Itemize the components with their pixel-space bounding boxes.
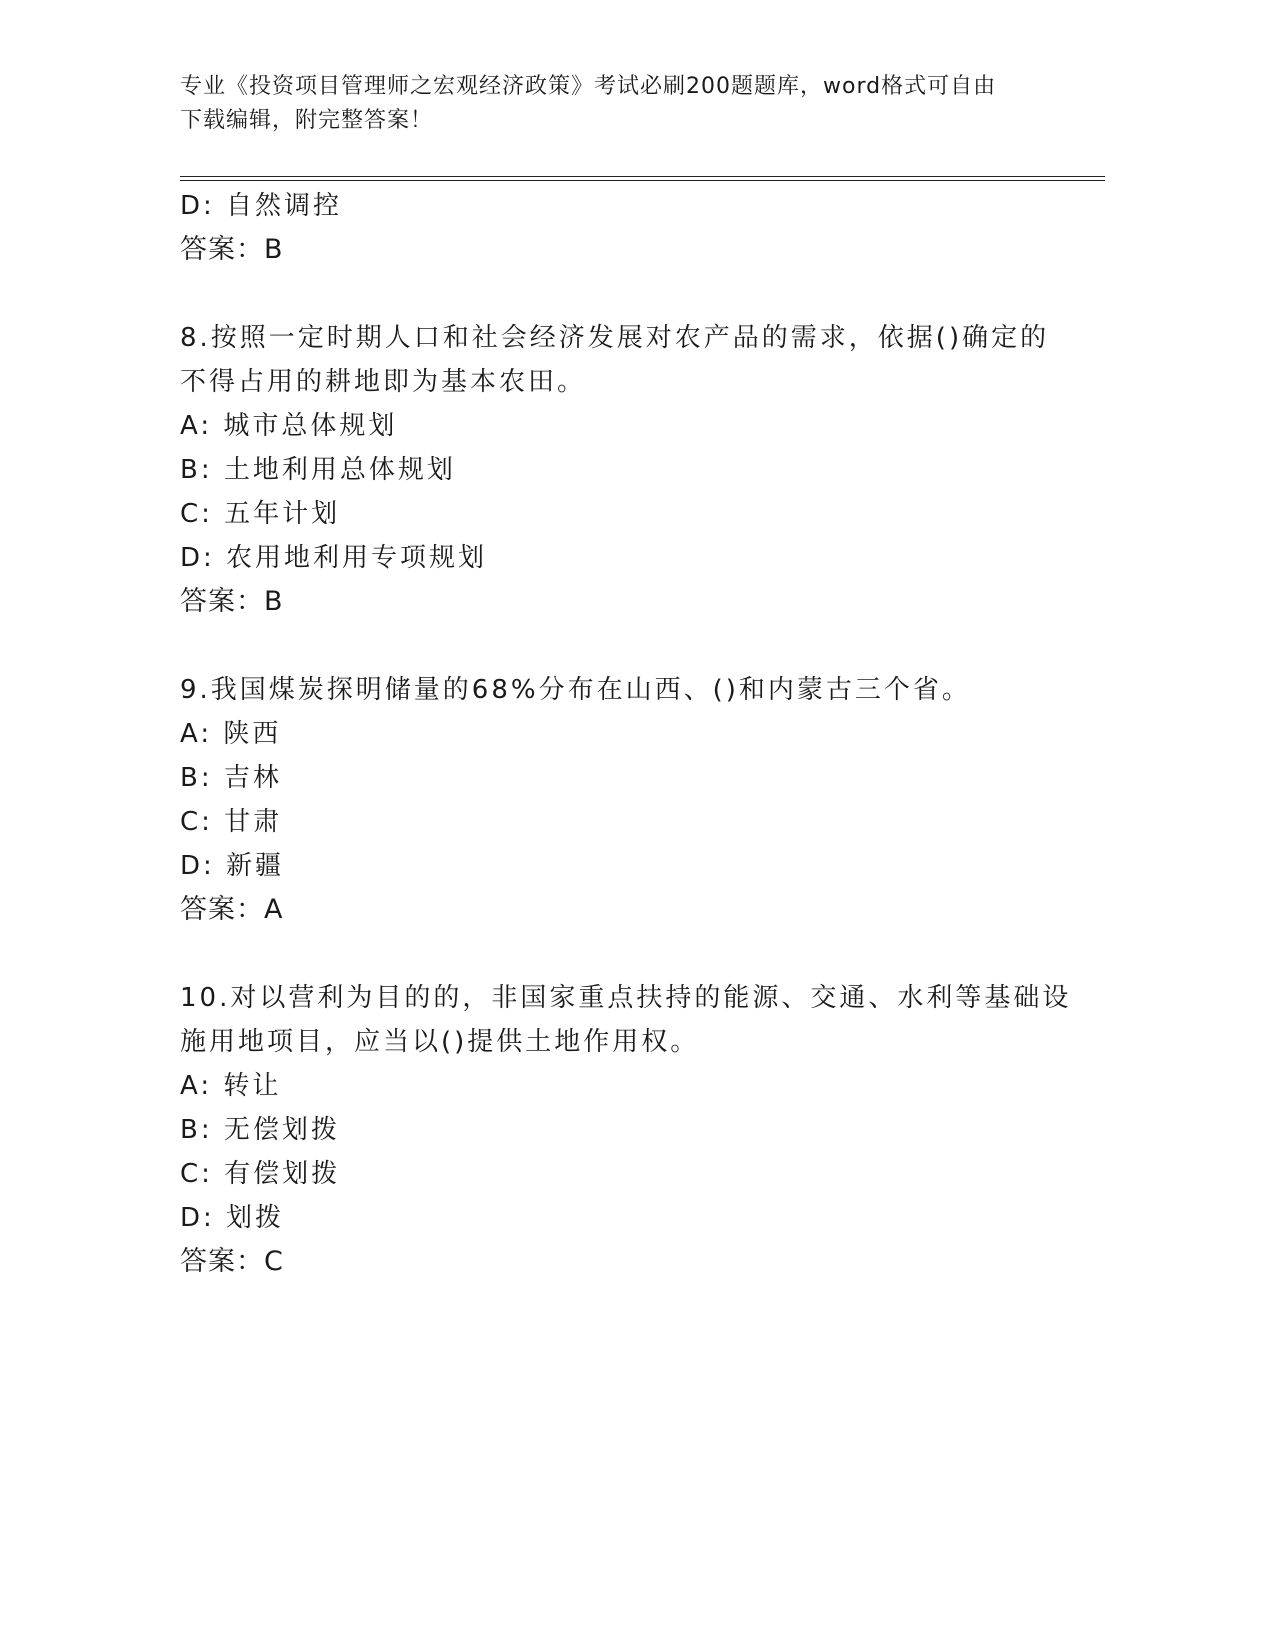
question-9-answer: 答案：A (180, 894, 284, 925)
question-8-option-c: C: 五年计划 (180, 499, 341, 529)
question-10-option-d: D: 划拨 (180, 1203, 285, 1233)
question-8-option-b: B: 土地利用总体规划 (180, 455, 456, 485)
question-10-answer: 答案：C (180, 1246, 284, 1277)
question-8-stem (180, 316, 1050, 404)
question-10-stem-line-2: 施用地项目，应当以()提供土地作用权。 (180, 1027, 700, 1057)
header-double-rule (180, 176, 1105, 181)
question-9-stem-line-1: 9.我国煤炭探明储量的68%分布在山西、()和内蒙古三个省。 (180, 675, 971, 705)
question-9-option-b: B: 吉林 (180, 763, 282, 793)
spacer (180, 624, 1105, 668)
question-8-stem-line-1: 8.按照一定时期人口和社会经济发展对农产品的需求，依据()确定的 (180, 323, 1050, 353)
question-8-answer: 答案：B (180, 586, 284, 617)
question-8-stem-line-2: 不得占用的耕地即为基本农田。 (180, 367, 587, 397)
question-10-stem-line-1: 10.对以营利为目的的，非国家重点扶持的能源、交通、水利等基础设 (180, 983, 1072, 1013)
question-content (180, 184, 1105, 1284)
question-8-option-d: D: 农用地利用专项规划 (180, 543, 488, 573)
header-title-line-2: 下载编辑，附完整答案！ (180, 108, 434, 133)
header-title-line-1: 专业《投资项目管理师之宏观经济政策》考试必刷200题题库，word格式可自由 (180, 74, 997, 99)
question-10-option-b: B: 无偿划拨 (180, 1115, 340, 1145)
question-10-stem (180, 976, 1072, 1064)
spacer (180, 272, 1105, 316)
prev-question-answer: 答案：B (180, 234, 284, 265)
question-9-option-d: D: 新疆 (180, 851, 285, 881)
document-header (180, 70, 1050, 138)
question-9-option-a: A: 陕西 (180, 719, 282, 749)
question-10-option-c: C: 有偿划拨 (180, 1159, 341, 1189)
question-8-option-a: A: 城市总体规划 (180, 411, 398, 441)
question-9-stem (180, 668, 1040, 712)
question-10-option-a: A: 转让 (180, 1071, 282, 1101)
spacer (180, 932, 1105, 976)
question-9-option-c: C: 甘肃 (180, 807, 283, 837)
prev-question-option-d: D: 自然调控 (180, 191, 343, 221)
